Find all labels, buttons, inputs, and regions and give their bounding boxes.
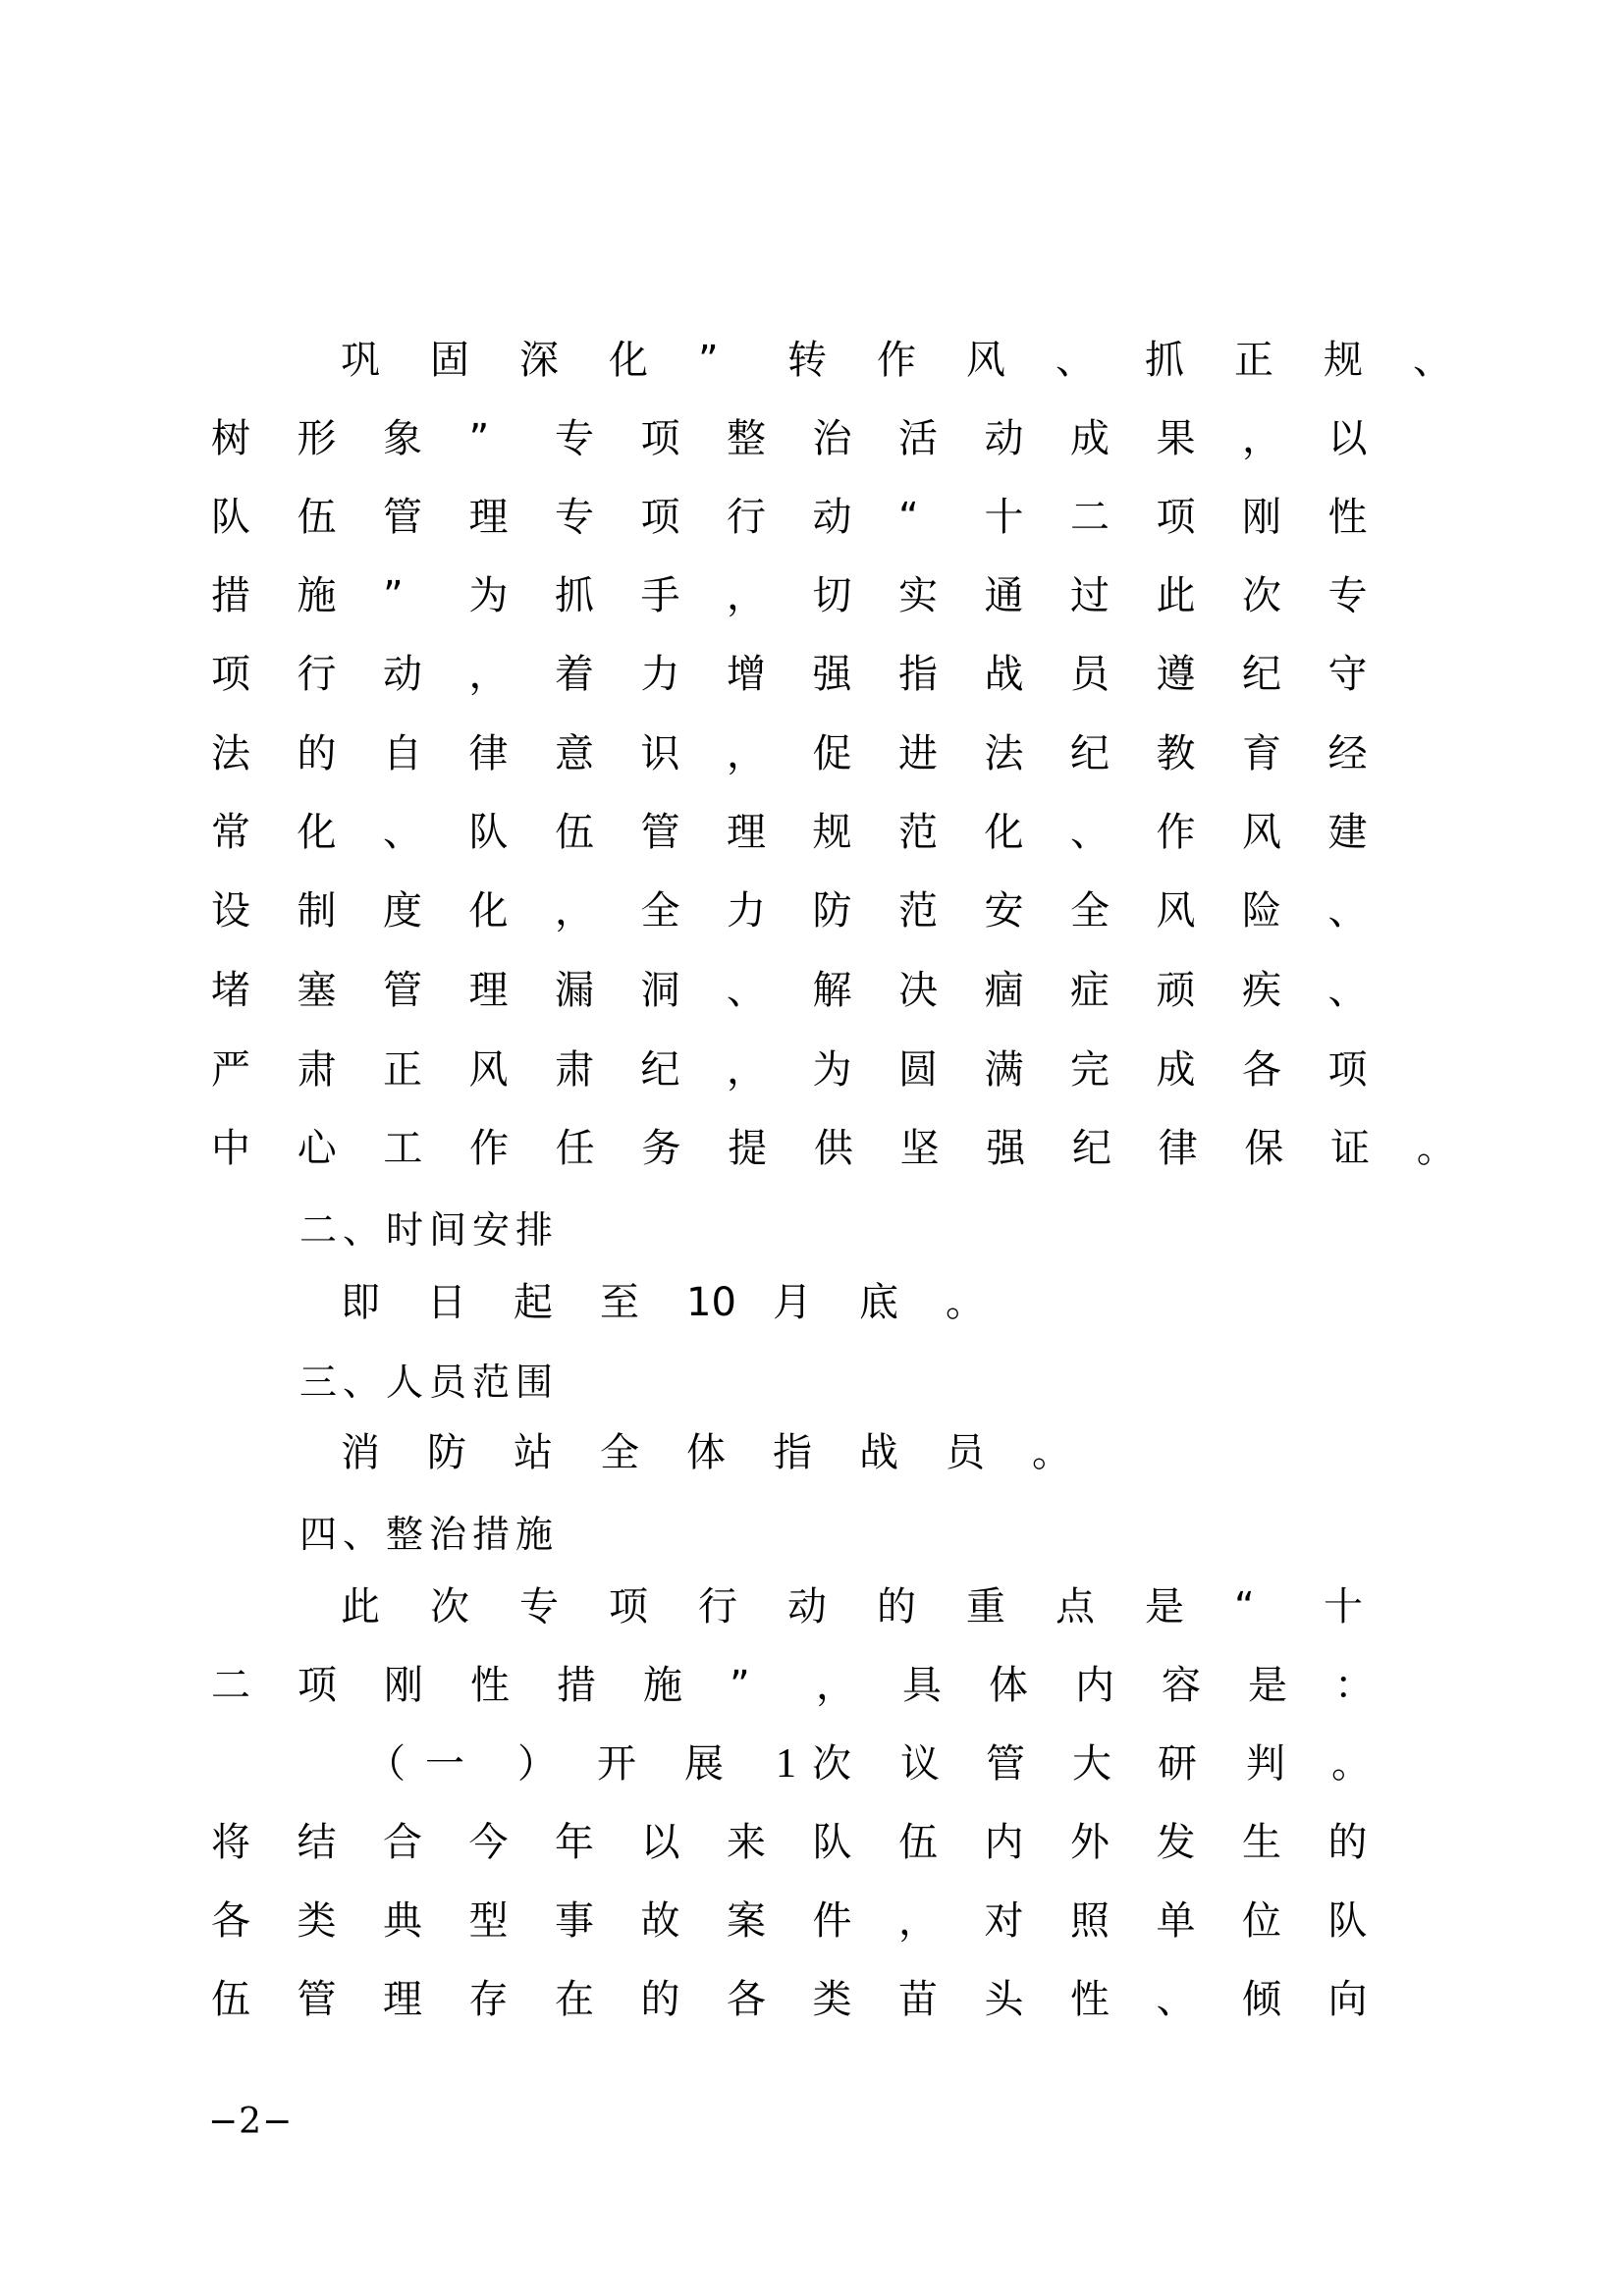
text-char: 心 bbox=[297, 1126, 337, 1171]
page-number: −2− bbox=[208, 2102, 294, 2142]
text-char: 队 bbox=[1327, 1898, 1368, 1944]
text-char: 对 bbox=[984, 1898, 1024, 1944]
text-char: 容 bbox=[1162, 1663, 1201, 1708]
text-char: 任 bbox=[555, 1126, 595, 1171]
text-char: 二 bbox=[1070, 495, 1110, 540]
text-char: 险 bbox=[1242, 888, 1281, 934]
text-char: 制 bbox=[297, 888, 337, 934]
text-char: 措 bbox=[557, 1663, 596, 1708]
text-char: ， bbox=[727, 1047, 766, 1093]
text-char: 次 bbox=[812, 1741, 851, 1787]
text-char: 。 bbox=[1032, 1430, 1071, 1475]
text-char: 点 bbox=[1056, 1584, 1095, 1629]
text-char: 战 bbox=[859, 1430, 898, 1475]
text-char: 教 bbox=[1156, 731, 1196, 776]
text-char: 坚 bbox=[899, 1126, 940, 1171]
text-char: 常 bbox=[211, 810, 250, 855]
text-char: 范 bbox=[472, 1361, 511, 1404]
text-char: 强 bbox=[812, 652, 852, 697]
text-char: 性 bbox=[1327, 495, 1368, 540]
text-char: 全 bbox=[640, 888, 680, 934]
text-char: 、 bbox=[343, 1361, 381, 1404]
paragraph-line bbox=[0, 572, 1624, 619]
text-char: 一 bbox=[425, 1741, 464, 1787]
text-char: 、 bbox=[343, 1208, 381, 1252]
text-char: 力 bbox=[640, 652, 680, 697]
text-char: 设 bbox=[211, 888, 250, 934]
text-char: 重 bbox=[966, 1584, 1005, 1629]
text-char: 位 bbox=[1242, 1898, 1281, 1944]
text-char: 成 bbox=[1156, 1047, 1196, 1093]
text-char: 纪 bbox=[1242, 652, 1281, 697]
text-char: 研 bbox=[1158, 1741, 1197, 1787]
text-char: 行 bbox=[698, 1584, 737, 1629]
text-char: 内 bbox=[984, 1820, 1024, 1865]
text-char: 化 bbox=[468, 888, 509, 934]
text-char: 促 bbox=[812, 731, 852, 776]
text-char: 人 bbox=[386, 1361, 424, 1404]
text-char: 完 bbox=[1070, 1047, 1110, 1093]
text-char: 至 bbox=[600, 1280, 639, 1325]
text-char: 十 bbox=[1324, 1584, 1363, 1629]
text-char: 性 bbox=[470, 1663, 510, 1708]
text-char: 抓 bbox=[555, 573, 594, 618]
text-char: 动 bbox=[383, 652, 422, 697]
text-char: 结 bbox=[297, 1820, 337, 1865]
text-char: 肃 bbox=[555, 1047, 594, 1093]
text-char: 施 bbox=[643, 1663, 682, 1708]
text-char: 作 bbox=[877, 338, 916, 383]
text-char: 的 bbox=[640, 1977, 680, 2022]
text-char: 遵 bbox=[1156, 652, 1196, 697]
text-char: ” bbox=[383, 573, 404, 618]
text-char: 起 bbox=[514, 1280, 553, 1325]
text-char: 风 bbox=[1242, 810, 1281, 855]
section-heading bbox=[0, 1511, 1624, 1558]
text-char: 规 bbox=[812, 810, 852, 855]
text-char: 队 bbox=[468, 810, 509, 855]
text-char: 度 bbox=[383, 888, 422, 934]
text-char: 以 bbox=[640, 1820, 680, 1865]
text-char: ， bbox=[555, 888, 594, 934]
text-char: 专 bbox=[555, 416, 594, 461]
text-char: 三 bbox=[299, 1361, 338, 1404]
text-char: 员 bbox=[429, 1361, 467, 1404]
text-char: 范 bbox=[898, 810, 938, 855]
text-char: 象 bbox=[383, 416, 422, 461]
text-char: ” bbox=[730, 1663, 750, 1708]
text-char: 治 bbox=[812, 416, 852, 461]
text-char: 建 bbox=[1327, 810, 1368, 855]
text-char: 风 bbox=[1156, 888, 1196, 934]
text-char: 自 bbox=[383, 731, 422, 776]
text-char: ， bbox=[816, 1663, 855, 1708]
text-char: 类 bbox=[297, 1898, 337, 1944]
text-char: 二 bbox=[299, 1208, 338, 1252]
text-char: 风 bbox=[966, 338, 1005, 383]
text-char: 队 bbox=[812, 1820, 852, 1865]
text-char: 着 bbox=[555, 652, 594, 697]
text-char: 各 bbox=[211, 1898, 250, 1944]
text-char: 树 bbox=[211, 416, 250, 461]
text-char: 塞 bbox=[297, 968, 337, 1013]
text-char: 展 bbox=[684, 1741, 724, 1787]
text-char: 圆 bbox=[898, 1047, 938, 1093]
text-char: 深 bbox=[519, 338, 559, 383]
text-char: 纪 bbox=[640, 1047, 680, 1093]
text-char: 。 bbox=[946, 1280, 985, 1325]
text-char: 理 bbox=[727, 810, 766, 855]
text-char: 、 bbox=[1070, 810, 1110, 855]
text-char: 、 bbox=[1056, 338, 1095, 383]
text-char: 、 bbox=[1327, 968, 1368, 1013]
text-char: 抓 bbox=[1145, 338, 1184, 383]
text-char: 指 bbox=[898, 652, 938, 697]
text-char: 项 bbox=[298, 1663, 337, 1708]
text-char: 洞 bbox=[640, 968, 680, 1013]
paragraph-line bbox=[0, 415, 1624, 462]
text-char: ” bbox=[698, 338, 719, 383]
text-char: 底 bbox=[859, 1280, 898, 1325]
text-char: 项 bbox=[1156, 495, 1196, 540]
text-char: 固 bbox=[430, 338, 469, 383]
text-char: 年 bbox=[555, 1820, 594, 1865]
text-char: 化 bbox=[609, 338, 648, 383]
text-char: 存 bbox=[468, 1977, 509, 2022]
text-char: 围 bbox=[515, 1361, 554, 1404]
text-char: 发 bbox=[1156, 1820, 1196, 1865]
paragraph-line bbox=[0, 1819, 1624, 1866]
paragraph-line bbox=[0, 494, 1624, 541]
text-char: 正 bbox=[1234, 338, 1273, 383]
section-heading bbox=[0, 1206, 1624, 1254]
text-char: 案 bbox=[727, 1898, 766, 1944]
text-char: 理 bbox=[468, 968, 509, 1013]
text-char: 此 bbox=[1156, 573, 1196, 618]
text-char: 来 bbox=[727, 1820, 766, 1865]
text-char: 日 bbox=[427, 1280, 466, 1325]
text-char: 纪 bbox=[1070, 731, 1110, 776]
text-char: 施 bbox=[297, 573, 337, 618]
text-char: 、 bbox=[1156, 1977, 1196, 2022]
text-char: 故 bbox=[640, 1898, 680, 1944]
text-char: ， bbox=[1242, 416, 1281, 461]
text-char: 提 bbox=[728, 1126, 768, 1171]
text-char: 施 bbox=[515, 1513, 554, 1556]
text-char: 生 bbox=[1242, 1820, 1281, 1865]
text-char: 站 bbox=[514, 1430, 553, 1475]
paragraph-line bbox=[0, 1976, 1624, 2023]
text-char: 证 bbox=[1330, 1126, 1371, 1171]
text-char: 管 bbox=[297, 1977, 337, 2022]
text-char: 、 bbox=[1327, 888, 1368, 934]
text-char: 满 bbox=[984, 1047, 1024, 1093]
text-char: 的 bbox=[877, 1584, 916, 1629]
text-char: 型 bbox=[468, 1898, 509, 1944]
text-char: 律 bbox=[468, 731, 509, 776]
text-char: 将 bbox=[211, 1820, 250, 1865]
text-char: 措 bbox=[472, 1513, 511, 1556]
text-char: （ bbox=[366, 1741, 406, 1787]
text-char: 决 bbox=[898, 968, 938, 1013]
text-char: 、 bbox=[383, 810, 422, 855]
text-char: 全 bbox=[600, 1430, 639, 1475]
text-char: 意 bbox=[555, 731, 594, 776]
text-char: 件 bbox=[812, 1898, 852, 1944]
paragraph-line bbox=[0, 1046, 1624, 1094]
text-char: 治 bbox=[429, 1513, 467, 1556]
text-char: “ bbox=[898, 495, 919, 540]
text-char: 育 bbox=[1242, 731, 1281, 776]
text-char: 排 bbox=[515, 1208, 554, 1252]
text-char: 中 bbox=[211, 1126, 250, 1171]
text-char: 是 bbox=[1248, 1663, 1287, 1708]
text-char: 管 bbox=[383, 968, 422, 1013]
text-char: 时 bbox=[386, 1208, 424, 1252]
text-char: 项 bbox=[1327, 1047, 1368, 1093]
text-char: 员 bbox=[946, 1430, 985, 1475]
text-char: 过 bbox=[1070, 573, 1110, 618]
text-char: 消 bbox=[341, 1430, 380, 1475]
text-char: 法 bbox=[211, 731, 250, 776]
text-char: 类 bbox=[812, 1977, 852, 2022]
text-char: 作 bbox=[1156, 810, 1196, 855]
paragraph-line bbox=[0, 887, 1624, 934]
text-char: 今 bbox=[468, 1820, 509, 1865]
text-char: ， bbox=[727, 573, 766, 618]
text-char: 手 bbox=[640, 573, 680, 618]
text-char: 规 bbox=[1324, 338, 1363, 383]
text-char: 事 bbox=[555, 1898, 594, 1944]
text-char: ， bbox=[468, 652, 509, 697]
text-char: ” bbox=[468, 416, 490, 461]
text-char: 四 bbox=[299, 1513, 338, 1556]
text-char: 活 bbox=[898, 416, 938, 461]
text-char: 项 bbox=[609, 1584, 648, 1629]
text-char: 伍 bbox=[898, 1820, 938, 1865]
text-char: 间 bbox=[429, 1208, 467, 1252]
text-char: ， bbox=[727, 731, 766, 776]
text-char: 整 bbox=[727, 416, 766, 461]
text-char: 管 bbox=[640, 810, 680, 855]
text-char: 进 bbox=[898, 731, 938, 776]
paragraph-line bbox=[0, 730, 1624, 777]
text-char: 果 bbox=[1156, 416, 1196, 461]
text-char: 、 bbox=[727, 968, 766, 1013]
text-char: 措 bbox=[211, 573, 250, 618]
paragraph-line bbox=[0, 1583, 1624, 1630]
text-char: 开 bbox=[597, 1741, 636, 1787]
section-heading bbox=[0, 1359, 1624, 1406]
text-char: 项 bbox=[640, 495, 680, 540]
text-char: 安 bbox=[984, 888, 1024, 934]
text-char: 向 bbox=[1327, 1977, 1368, 2022]
text-char: 苗 bbox=[898, 1977, 938, 2022]
text-char: 保 bbox=[1244, 1126, 1284, 1171]
text-char: 头 bbox=[984, 1977, 1024, 2022]
text-char: 月 bbox=[773, 1280, 812, 1325]
text-char: 强 bbox=[986, 1126, 1026, 1171]
text-char: 动 bbox=[812, 495, 852, 540]
text-char: 判 bbox=[1246, 1741, 1285, 1787]
text-char: 增 bbox=[727, 652, 766, 697]
paragraph-line bbox=[0, 337, 1624, 384]
text-char: 动 bbox=[984, 416, 1024, 461]
text-char: 、 bbox=[1413, 338, 1452, 383]
paragraph-line bbox=[0, 1279, 1624, 1326]
text-char: 识 bbox=[640, 731, 680, 776]
text-char: 专 bbox=[555, 495, 594, 540]
text-char: 指 bbox=[773, 1430, 812, 1475]
text-char: 的 bbox=[297, 731, 337, 776]
paragraph-line bbox=[0, 1429, 1624, 1476]
text-char: 刚 bbox=[1242, 495, 1281, 540]
text-char: 以 bbox=[1327, 416, 1368, 461]
text-char: 律 bbox=[1158, 1126, 1198, 1171]
text-char: 作 bbox=[469, 1126, 510, 1171]
text-char: 经 bbox=[1327, 731, 1368, 776]
text-char: 即 bbox=[341, 1280, 380, 1325]
text-char: 严 bbox=[211, 1047, 250, 1093]
text-char: 次 bbox=[430, 1584, 469, 1629]
text-char: 合 bbox=[383, 1820, 422, 1865]
text-char: 形 bbox=[297, 416, 337, 461]
text-char: 疾 bbox=[1242, 968, 1281, 1013]
text-char: 为 bbox=[468, 573, 509, 618]
text-char: 防 bbox=[812, 888, 852, 934]
text-char: 整 bbox=[386, 1513, 424, 1556]
text-char: 次 bbox=[1242, 573, 1281, 618]
text-char: 为 bbox=[812, 1047, 852, 1093]
text-char: 实 bbox=[898, 573, 938, 618]
text-char: 此 bbox=[341, 1584, 380, 1629]
text-char: 痼 bbox=[984, 968, 1024, 1013]
text-char: 内 bbox=[1075, 1663, 1114, 1708]
text-char: 解 bbox=[812, 968, 852, 1013]
paragraph-line bbox=[0, 1897, 1624, 1945]
text-char: 典 bbox=[383, 1898, 422, 1944]
text-char: 员 bbox=[1070, 652, 1110, 697]
text-char: 供 bbox=[813, 1126, 853, 1171]
text-char: 成 bbox=[1070, 416, 1110, 461]
text-char: 转 bbox=[787, 338, 827, 383]
text-char: 是 bbox=[1145, 1584, 1184, 1629]
text-char: 堵 bbox=[211, 968, 250, 1013]
text-char: 单 bbox=[1156, 1898, 1196, 1944]
text-char: 大 bbox=[1072, 1741, 1111, 1787]
text-char: 议 bbox=[900, 1741, 940, 1787]
text-char: 性 bbox=[1070, 1977, 1110, 2022]
text-char: 体 bbox=[989, 1663, 1028, 1708]
text-char: 正 bbox=[383, 1047, 422, 1093]
text-char: 十 bbox=[984, 495, 1024, 540]
text-char: 、 bbox=[343, 1513, 381, 1556]
paragraph-line bbox=[0, 809, 1624, 856]
text-char: 外 bbox=[1070, 1820, 1110, 1865]
text-char: 伍 bbox=[211, 1977, 250, 2022]
text-char: 二 bbox=[211, 1663, 250, 1708]
text-char: 各 bbox=[1242, 1047, 1281, 1093]
text-char: 症 bbox=[1070, 968, 1110, 1013]
text-char: 动 bbox=[787, 1584, 827, 1629]
text-char: 体 bbox=[686, 1430, 726, 1475]
text-char: 法 bbox=[984, 731, 1024, 776]
text-char: 的 bbox=[1327, 1820, 1368, 1865]
text-char: 各 bbox=[727, 1977, 766, 2022]
text-char: 战 bbox=[984, 652, 1024, 697]
text-char: “ bbox=[1234, 1584, 1255, 1629]
text-char: 。 bbox=[1416, 1126, 1456, 1171]
text-char: 防 bbox=[427, 1430, 466, 1475]
text-char: 理 bbox=[383, 1977, 422, 2022]
text-char: 范 bbox=[898, 888, 938, 934]
text-char: 行 bbox=[727, 495, 766, 540]
text-char: 化 bbox=[297, 810, 337, 855]
text-char: 倾 bbox=[1242, 1977, 1281, 2022]
text-char: 专 bbox=[1327, 573, 1368, 618]
text-char: 队 bbox=[211, 495, 250, 540]
text-char: 照 bbox=[1070, 1898, 1110, 1944]
text-char: ， bbox=[898, 1898, 938, 1944]
text-char: 专 bbox=[519, 1584, 559, 1629]
paragraph-line bbox=[0, 1662, 1624, 1709]
text-char: 巩 bbox=[341, 338, 380, 383]
text-char: 。 bbox=[1331, 1741, 1371, 1787]
text-char: 肃 bbox=[297, 1047, 337, 1093]
paragraph-line bbox=[0, 967, 1624, 1014]
text-char: ） bbox=[517, 1741, 557, 1787]
text-char: 管 bbox=[986, 1741, 1025, 1787]
text-char: 力 bbox=[727, 888, 766, 934]
text-char: 具 bbox=[902, 1663, 942, 1708]
text-char: 化 bbox=[984, 810, 1024, 855]
text-char: 漏 bbox=[555, 968, 594, 1013]
text-char: 风 bbox=[468, 1047, 509, 1093]
text-char: 项 bbox=[640, 416, 680, 461]
text-char: 守 bbox=[1327, 652, 1368, 697]
text-char: 纪 bbox=[1072, 1126, 1111, 1171]
paragraph-line bbox=[0, 1740, 1624, 1788]
text-char: 伍 bbox=[297, 495, 337, 540]
text-char: 行 bbox=[297, 652, 337, 697]
paragraph-line bbox=[0, 1125, 1624, 1172]
text-char: 全 bbox=[1070, 888, 1110, 934]
text-char: 1 bbox=[776, 1741, 796, 1787]
paragraph-line bbox=[0, 651, 1624, 698]
text-char: 安 bbox=[472, 1208, 511, 1252]
text-char: 伍 bbox=[555, 810, 594, 855]
text-char: 理 bbox=[468, 495, 509, 540]
text-char: 务 bbox=[641, 1126, 681, 1171]
text-char: ： bbox=[1334, 1663, 1374, 1708]
text-char: 在 bbox=[555, 1977, 594, 2022]
text-char: 顽 bbox=[1156, 968, 1196, 1013]
text-char: 项 bbox=[211, 652, 250, 697]
text-char: 10 bbox=[686, 1280, 736, 1325]
text-char: 刚 bbox=[384, 1663, 423, 1708]
text-char: 管 bbox=[383, 495, 422, 540]
text-char: 工 bbox=[383, 1126, 423, 1171]
text-char: 切 bbox=[812, 573, 852, 618]
text-char: 通 bbox=[984, 573, 1024, 618]
